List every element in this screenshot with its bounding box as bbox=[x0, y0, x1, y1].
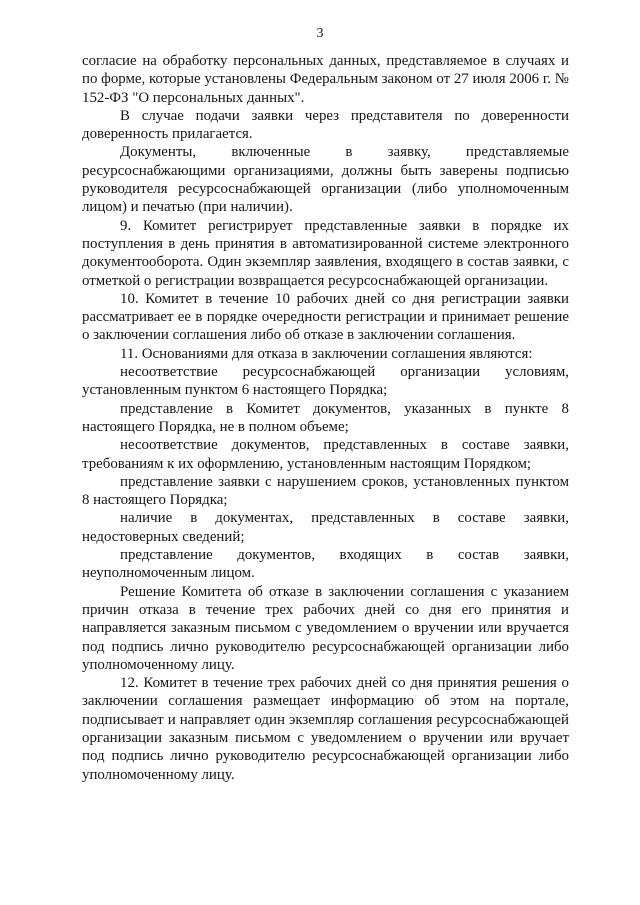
paragraph-item-9: 9. Комитет регистрирует представленные заявки в порядке их поступления в день принятия в автоматизированной системе электронного документооборота. Один экземпляр заявления, входящего в состав заявки, с отметкой о регистрации возвращается ресурсоснабжающей организации. bbox=[82, 217, 569, 289]
document-body bbox=[82, 52, 569, 784]
refusal-ground-5: наличие в документах, представленных в составе заявки, недостоверных сведений; bbox=[82, 510, 569, 545]
refusal-ground-4: представление заявки с нарушением сроков, установленных пунктом 8 настоящего Порядка; bbox=[82, 473, 569, 509]
refusal-ground-1: несоответствие ресурсоснабжающей организации условиям, установленным пунктом 6 настоящего Порядка; bbox=[82, 364, 569, 399]
page-number: 3 bbox=[316, 26, 324, 41]
refusal-ground-6: представление документов, входящих в состав заявки, неуполномоченным лицом. bbox=[82, 547, 569, 582]
refusal-ground-2: представление в Комитет документов, указанных в пункте 8 настоящего Порядка, не в полном объеме; bbox=[82, 400, 569, 435]
paragraph-item-12: 12. Комитет в течение трех рабочих дней со дня принятия решения о заключении соглашения размещает информацию об этом на портале, подписывает и направляет один экземпляр соглашения ресурсоснабжающей организации заказным письмом с уведомлением о вручении или вручает под подпись лично руководителю ресурсоснабжающей организации либо уполномоченному лицу. bbox=[82, 675, 569, 783]
paragraph-item-10: 10. Комитет в течение 10 рабочих дней со дня регистрации заявки рассматривает ее в порядке очередности регистрации и принимает решение о заключении соглашения либо об отказе в заключении соглашения. bbox=[82, 290, 569, 344]
paragraph-item-11: 11. Основаниями для отказа в заключении соглашения являются: bbox=[120, 345, 533, 362]
paragraph-consent: согласие на обработку персональных данных, представляемое в случаях и по форме, которые установлены Федеральным законом от 27 июля 2006 г. № 152-ФЗ "О персональных данных". bbox=[82, 53, 569, 106]
paragraph-documents-certification: Документы, включенные в заявку, представляемые ресурсоснабжающими организациями, должны быть заверены подписью руководителя ресурсоснабжающей организации (либо уполномоченным лицом) и печатью (при наличии). bbox=[82, 144, 569, 216]
paragraph-power-of-attorney: В случае подачи заявки через представителя по доверенности доверенность прилагается. bbox=[82, 107, 569, 143]
refusal-ground-3: несоответствие документов, представленных в составе заявки, требованиям к их оформлению, установленным настоящим Порядком; bbox=[82, 437, 569, 472]
paragraph-refusal-decision: Решение Комитета об отказе в заключении соглашения с указанием причин отказа в течение трех рабочих дней со дня его принятия и направляется заказным письмом с уведомлением о вручении или вручается под подпись лично руководителю ресурсоснабжающей организации либо уполномоченному лицу. bbox=[82, 583, 569, 673]
